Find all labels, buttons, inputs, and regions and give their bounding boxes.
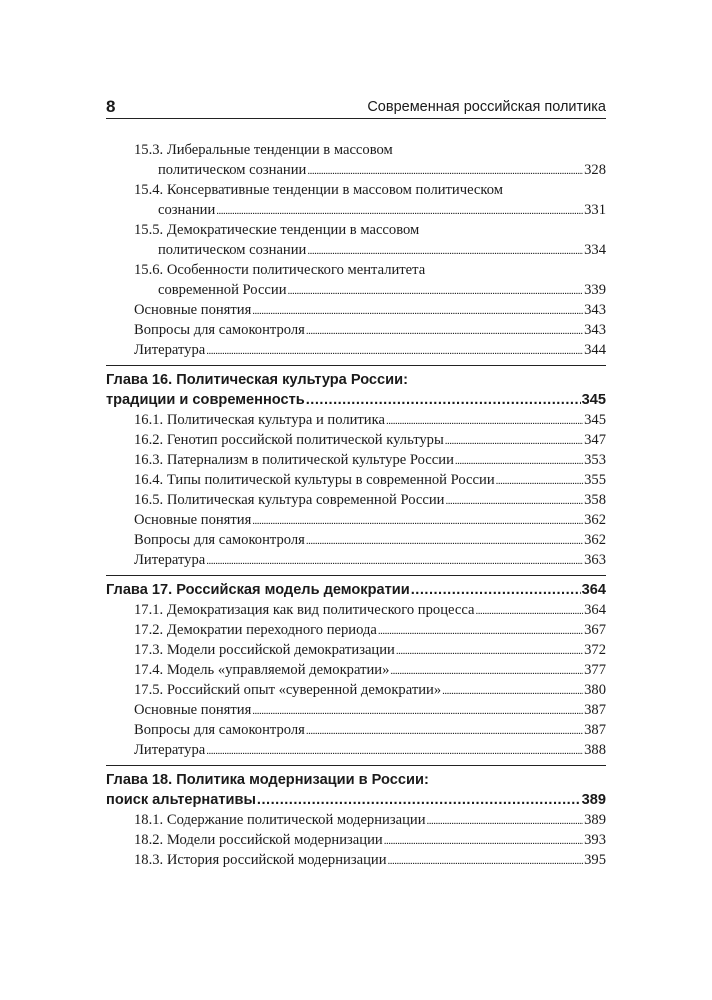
dot-leader — [252, 511, 583, 530]
toc-entry-title: политическом сознании — [158, 162, 307, 178]
toc-entry[interactable] — [106, 200, 606, 220]
dot-leader — [390, 661, 583, 680]
toc-page-number: 367 — [584, 622, 606, 638]
toc-entry-title: сознании — [158, 202, 216, 218]
chapter-heading[interactable] — [106, 370, 606, 390]
toc-page-number: 353 — [584, 452, 606, 468]
toc-entry[interactable] — [106, 510, 606, 530]
toc-entry[interactable] — [106, 430, 606, 450]
chapter-heading[interactable] — [106, 770, 606, 790]
toc-entry-title: Литература — [134, 742, 206, 758]
toc-entry-title: Литература — [134, 552, 206, 568]
toc-page-number: 345 — [584, 412, 606, 428]
toc-entry[interactable] — [106, 300, 606, 320]
dot-leader — [475, 601, 583, 620]
toc-entry-title: Основные понятия — [134, 302, 252, 318]
toc-entry[interactable] — [106, 160, 606, 180]
toc-entry-title: поиск альтернативы — [106, 792, 256, 808]
dot-leader — [216, 201, 583, 220]
toc-page-number: 364 — [584, 602, 606, 618]
toc-entry-title: 15.3. Либеральные тенденции в массовом — [134, 142, 393, 158]
toc-page-number: 364 — [581, 582, 606, 598]
toc-page-number: 347 — [584, 432, 606, 448]
toc-entry[interactable] — [106, 660, 606, 680]
dot-leader — [252, 701, 583, 720]
toc-page-number: 358 — [584, 492, 606, 508]
dot-leader — [445, 431, 583, 450]
toc-entry[interactable] — [106, 700, 606, 720]
dot-leader — [288, 281, 584, 300]
dot-leader — [384, 831, 583, 850]
toc-entry[interactable] — [106, 620, 606, 640]
dot-leader — [206, 551, 583, 570]
toc-page-number: 372 — [584, 642, 606, 658]
toc-entry[interactable] — [106, 260, 606, 280]
toc-entry[interactable] — [106, 340, 606, 360]
toc-page-number: 387 — [584, 722, 606, 738]
toc-entry-title: Вопросы для самоконтроля — [134, 722, 305, 738]
toc-page-number: 343 — [584, 302, 606, 318]
toc-entry[interactable] — [106, 530, 606, 550]
toc-entry-title: 15.4. Консервативные тенденции в массовом политическом — [134, 182, 504, 198]
toc-entry[interactable] — [106, 470, 606, 490]
toc-entry[interactable] — [106, 850, 606, 870]
toc-page-number: 388 — [584, 742, 606, 758]
toc-entry-title: Глава 18. Политика модернизации в России: — [106, 772, 429, 788]
toc-entry-title: 17.5. Российский опыт «суверенной демократии» — [134, 682, 442, 698]
toc-entry[interactable] — [106, 640, 606, 660]
toc-entry-title: 16.1. Политическая культура и политика — [134, 412, 385, 428]
toc-entry-title: 18.1. Содержание политической модернизации — [134, 812, 426, 828]
toc-page-number: 339 — [584, 282, 606, 298]
dot-leader — [396, 641, 583, 660]
toc-entry-title: Вопросы для самоконтроля — [134, 532, 305, 548]
toc-page-number: 387 — [584, 702, 606, 718]
chapter-heading[interactable] — [106, 790, 606, 810]
dot-leader — [206, 741, 583, 760]
toc-page-number: 345 — [581, 392, 606, 408]
toc-entry-title: Литература — [134, 342, 206, 358]
toc-entry[interactable] — [106, 550, 606, 570]
toc-page-number: 393 — [584, 832, 606, 848]
toc-entry[interactable] — [106, 600, 606, 620]
dot-leader — [442, 681, 583, 700]
toc-page-number: 363 — [584, 552, 606, 568]
chapter-heading[interactable] — [106, 390, 606, 410]
toc-entry-title: Глава 16. Политическая культура России: — [106, 372, 408, 388]
dot-leader — [388, 851, 584, 870]
toc-page-number: 362 — [584, 512, 606, 528]
table-of-contents — [106, 140, 606, 870]
dot-leader — [445, 491, 583, 510]
toc-page-number: 334 — [584, 242, 606, 258]
dot-leader — [306, 721, 583, 740]
toc-entry-title: Основные понятия — [134, 512, 252, 528]
running-header — [106, 96, 606, 119]
toc-entry[interactable] — [106, 720, 606, 740]
toc-entry-title: 17.2. Демократии переходного периода — [134, 622, 377, 638]
dot-leader — [411, 580, 581, 600]
dot-leader — [306, 531, 583, 550]
toc-page-number: 395 — [584, 852, 606, 868]
toc-page-number: 389 — [584, 812, 606, 828]
toc-entry-title: 18.2. Модели российской модернизации — [134, 832, 383, 848]
toc-entry-title: 17.4. Модель «управляемой демократии» — [134, 662, 390, 678]
toc-entry[interactable] — [106, 240, 606, 260]
dot-leader — [455, 451, 583, 470]
toc-entry[interactable] — [106, 180, 606, 200]
toc-entry-title: Вопросы для самоконтроля — [134, 322, 305, 338]
dot-leader — [378, 621, 583, 640]
dot-leader — [306, 390, 581, 410]
toc-entry-title: 17.3. Модели российской демократизации — [134, 642, 395, 658]
toc-page-number: 377 — [584, 662, 606, 678]
chapter-divider — [106, 365, 606, 366]
toc-page-number: 389 — [581, 792, 606, 808]
running-title: Современная российская политика — [367, 99, 606, 115]
toc-entry[interactable] — [106, 490, 606, 510]
page-number: 8 — [106, 97, 116, 116]
toc-entry[interactable] — [106, 680, 606, 700]
toc-entry-title: 16.3. Патернализм в политической культуре России — [134, 452, 454, 468]
toc-entry-title: 16.4. Типы политической культуры в современной России — [134, 472, 495, 488]
chapter-heading[interactable] — [106, 580, 606, 600]
toc-entry-title: традиции и современность — [106, 392, 305, 408]
dot-leader — [307, 241, 583, 260]
toc-entry-title: 16.5. Политическая культура современной России — [134, 492, 445, 508]
toc-entry[interactable] — [106, 220, 606, 240]
toc-entry-title: 15.5. Демократические тенденции в массовом — [134, 222, 420, 238]
toc-page-number: 344 — [584, 342, 606, 358]
toc-entry[interactable] — [106, 830, 606, 850]
toc-page-number: 362 — [584, 532, 606, 548]
toc-entry-title: 17.1. Демократизация как вид политического процесса — [134, 602, 475, 618]
toc-entry[interactable] — [106, 410, 606, 430]
toc-entry[interactable] — [106, 280, 606, 300]
toc-entry[interactable] — [106, 320, 606, 340]
chapter-divider — [106, 575, 606, 576]
toc-entry[interactable] — [106, 450, 606, 470]
dot-leader — [427, 811, 584, 830]
toc-entry-title: 16.2. Генотип российской политической культуры — [134, 432, 444, 448]
chapter-divider — [106, 765, 606, 766]
toc-page-number: 343 — [584, 322, 606, 338]
toc-page-number: 331 — [584, 202, 606, 218]
toc-entry-title: 15.6. Особенности политического менталитета — [134, 262, 426, 278]
toc-entry-title: современной России — [158, 282, 287, 298]
toc-entry-title: Глава 17. Российская модель демократии — [106, 582, 410, 598]
dot-leader — [306, 321, 583, 340]
toc-page-number: 328 — [584, 162, 606, 178]
dot-leader — [206, 341, 583, 360]
dot-leader — [252, 301, 583, 320]
toc-entry[interactable] — [106, 140, 606, 160]
dot-leader — [386, 411, 583, 430]
toc-entry-title: политическом сознании — [158, 242, 307, 258]
toc-page-number: 355 — [584, 472, 606, 488]
toc-entry-title: Основные понятия — [134, 702, 252, 718]
dot-leader — [496, 471, 583, 490]
dot-leader — [257, 790, 581, 810]
toc-entry[interactable] — [106, 810, 606, 830]
toc-entry[interactable] — [106, 740, 606, 760]
toc-entry-title: 18.3. История российской модернизации — [134, 852, 387, 868]
dot-leader — [307, 161, 583, 180]
toc-page-number: 380 — [584, 682, 606, 698]
